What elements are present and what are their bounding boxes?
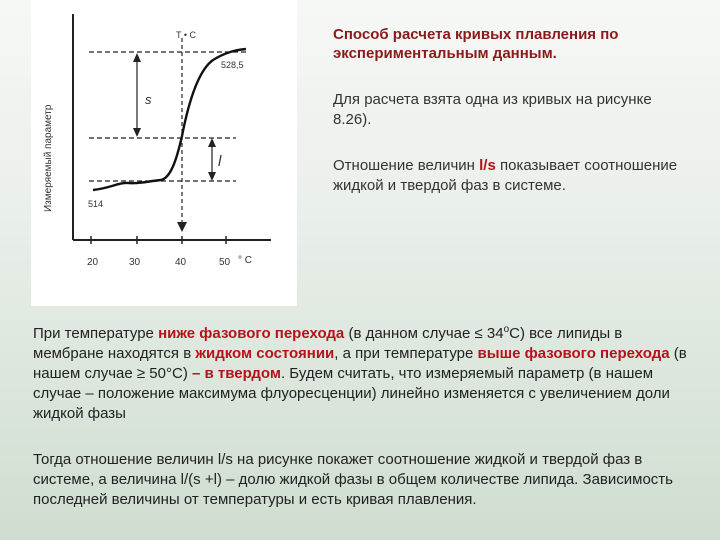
- text-segment: С) все липиды в мембране находятся в: [33, 325, 623, 362]
- highlight-above-transition: выше фазового перехода: [477, 345, 670, 362]
- x-tick-label-30: 30: [129, 257, 141, 268]
- temperature-marker-arrow: [177, 222, 187, 232]
- y-axis-label: Измеряемый параметр: [43, 104, 54, 212]
- text-segment: , а при температуре: [334, 345, 478, 362]
- s-arrow-head-down: [133, 128, 141, 137]
- ratio-text-post: показывает соотношение жидкой и твердой фаз в системе.: [333, 157, 678, 194]
- s-label: s: [145, 92, 152, 107]
- text-segment: (в нашем случае ≥ 50°С): [33, 345, 687, 382]
- highlight-solid-state: – в твердом: [191, 365, 281, 382]
- upper-value-label: 528,5: [221, 60, 244, 70]
- s-arrow-head-up: [133, 53, 141, 62]
- l-arrow-head-down: [208, 172, 216, 181]
- text-segment: (в данном случае ≤ 34: [344, 325, 504, 342]
- highlight-liquid-state: жидком состоянии: [195, 345, 335, 362]
- phase-transition-paragraph: [33, 320, 693, 424]
- x-tick-label-50: 50: [219, 257, 231, 268]
- text-segment: . Будем считать, что измеряемый параметр (в нашем случае – положение максимума флуоресценции) линейно изменяется с увеличением доли жидкой фазы: [33, 365, 670, 422]
- ratio-highlight: l/s: [479, 157, 496, 174]
- melting-curve-svg: [31, 0, 297, 306]
- highlight-below-transition: ниже фазового перехода: [158, 325, 345, 342]
- x-tick-label-20: 20: [87, 257, 99, 268]
- degree-superscript: о: [503, 324, 510, 335]
- x-tick-label-40: 40: [175, 257, 187, 268]
- melting-curve-figure: [31, 0, 297, 306]
- slide-heading: Способ расчета кривых плавления по экспериментальным данным.: [333, 26, 619, 62]
- x-unit-label: ° C: [238, 255, 252, 266]
- text-segment: При температуре: [33, 325, 159, 342]
- melting-curve-conclusion: Тогда отношение величин l/s на рисунке покажет соотношение жидкой и твердой фаз в системе, а величина l/(s +l) – долю жидкой фазы в общем количестве липида. Зависимость последней величины от температуры и есть кривая плавления.: [33, 451, 673, 508]
- ratio-text-pre: Отношение величин: [333, 157, 480, 174]
- l-label: l: [218, 153, 222, 170]
- l-arrow-head-up: [208, 138, 216, 147]
- lower-value-label: 514: [88, 199, 104, 209]
- melting-curve: [93, 49, 246, 190]
- paragraph-source-note: Для расчета взята одна из кривых на рисунке 8.26).: [333, 91, 652, 128]
- paragraph-ratio-meaning: [333, 156, 693, 196]
- temperature-marker-label: T • C: [176, 30, 196, 40]
